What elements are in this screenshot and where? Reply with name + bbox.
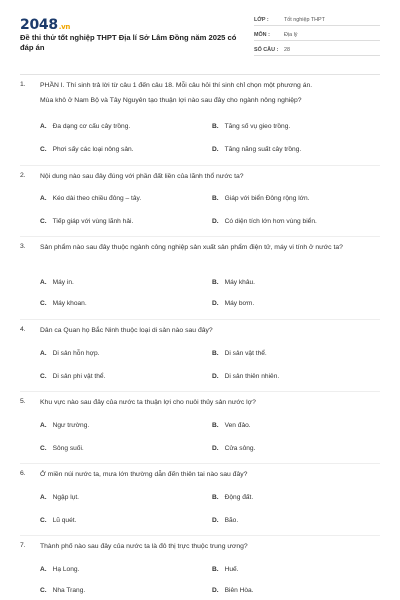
- option-letter: A.: [40, 350, 47, 357]
- meta-subject-value: Địa lý: [284, 32, 298, 38]
- question-divider: [20, 391, 380, 392]
- question-number: 6.: [20, 470, 26, 477]
- question-divider: [20, 236, 380, 237]
- question-number: 3.: [20, 243, 26, 250]
- option-text: Máy bơm.: [224, 300, 255, 307]
- option-text: Di sản hỗn hợp.: [52, 350, 100, 357]
- option-text: Phơi sấy các loại nông sản.: [52, 146, 134, 153]
- option-text: Động đất.: [224, 494, 254, 501]
- option-c[interactable]: [40, 146, 134, 153]
- option-a[interactable]: [40, 350, 99, 357]
- meta-class-value: Tốt nghiệp THPT: [284, 17, 325, 23]
- question-subtext: Mùa khô ở Nam Bộ và Tây Nguyên tạo thuận lợi nào sau đây cho ngành nông nghiệp?: [40, 97, 302, 104]
- option-letter: A.: [40, 566, 47, 573]
- question-number: 7.: [20, 542, 26, 549]
- option-a[interactable]: [40, 123, 130, 130]
- option-d[interactable]: [212, 218, 317, 225]
- option-letter: B.: [212, 195, 219, 202]
- option-text: Huế.: [224, 566, 239, 573]
- option-c[interactable]: [40, 218, 133, 225]
- option-text: Tăng số vụ gieo trồng.: [224, 123, 291, 130]
- question-divider: [20, 165, 380, 166]
- option-letter: C.: [40, 373, 47, 380]
- option-letter: B.: [212, 123, 219, 130]
- option-letter: A.: [40, 123, 47, 130]
- option-c[interactable]: [40, 587, 85, 594]
- question-text: PHẦN I. Thí sinh trả lời từ câu 1 đến câu 18. Mỗi câu hỏi thí sinh chỉ chọn một phương án.: [40, 82, 313, 89]
- option-text: Bão.: [224, 517, 239, 524]
- option-text: Ngư trường.: [52, 422, 90, 429]
- option-d[interactable]: [212, 517, 238, 524]
- option-d[interactable]: [212, 300, 254, 307]
- option-text: Hạ Long.: [52, 566, 80, 573]
- option-text: Tăng năng suất cây trồng.: [224, 146, 302, 153]
- option-d[interactable]: [212, 445, 255, 452]
- option-text: Máy khâu.: [224, 279, 256, 286]
- meta-count-value: 28: [284, 47, 290, 53]
- option-letter: A.: [40, 195, 47, 202]
- meta-subject-row: [254, 30, 380, 41]
- header-divider: [20, 74, 380, 75]
- meta-class-row: [254, 15, 380, 26]
- option-letter: A.: [40, 279, 47, 286]
- site-logo[interactable]: [20, 17, 70, 33]
- option-text: Biên Hòa.: [224, 587, 254, 594]
- option-b[interactable]: [212, 195, 309, 202]
- option-text: Ngập lụt.: [52, 494, 79, 501]
- option-text: Kéo dài theo chiều đông – tây.: [52, 195, 142, 202]
- option-text: Di sản thiên nhiên.: [224, 373, 280, 380]
- option-letter: D.: [212, 517, 219, 524]
- meta-count-row: [254, 45, 380, 56]
- option-text: Đa dạng cơ cấu cây trồng.: [52, 123, 131, 130]
- option-text: Cửa sông.: [224, 445, 256, 452]
- meta-class-key: LỚP :: [254, 17, 269, 23]
- question-divider: [20, 319, 380, 320]
- option-letter: B.: [212, 566, 219, 573]
- option-text: Sông suối.: [52, 445, 84, 452]
- option-letter: C.: [40, 517, 47, 524]
- option-b[interactable]: [212, 123, 290, 130]
- option-a[interactable]: [40, 279, 74, 286]
- question-divider: [20, 463, 380, 464]
- option-letter: C.: [40, 300, 47, 307]
- meta-count-key: SỐ CÂU :: [254, 47, 279, 53]
- option-b[interactable]: [212, 422, 251, 429]
- option-c[interactable]: [40, 517, 76, 524]
- option-letter: C.: [40, 146, 47, 153]
- option-c[interactable]: [40, 300, 87, 307]
- option-b[interactable]: [212, 494, 253, 501]
- meta-subject-key: MÔN :: [254, 32, 270, 38]
- option-text: Lũ quét.: [52, 517, 77, 524]
- option-text: Tiếp giáp với vùng lãnh hải.: [52, 218, 134, 225]
- option-text: Nha Trang.: [52, 587, 86, 594]
- option-text: Di sản phi vật thể.: [52, 373, 106, 380]
- document-title: Đề thi thử tốt nghiệp THPT Địa lí Sở Lâm Đồng năm 2025 có đáp án: [20, 33, 237, 52]
- question-number: 1.: [20, 81, 26, 88]
- option-letter: B.: [212, 494, 219, 501]
- option-d[interactable]: [212, 146, 301, 153]
- option-text: Ven đảo.: [224, 422, 251, 429]
- option-letter: B.: [212, 422, 219, 429]
- option-text: Giáp với biển Đông rộng lớn.: [224, 195, 310, 202]
- logo-suffix: .vn: [58, 23, 71, 31]
- option-a[interactable]: [40, 566, 79, 573]
- option-a[interactable]: [40, 422, 89, 429]
- option-text: Máy khoan.: [52, 300, 87, 307]
- option-d[interactable]: [212, 587, 254, 594]
- option-letter: B.: [212, 279, 219, 286]
- document-header: [0, 0, 400, 70]
- option-letter: D.: [212, 373, 219, 380]
- question-number: 4.: [20, 326, 26, 333]
- question-text: Ở miền núi nước ta, mưa lớn thường dẫn đến thiên tai nào sau đây?: [40, 471, 248, 478]
- option-b[interactable]: [212, 279, 255, 286]
- option-letter: A.: [40, 422, 47, 429]
- option-b[interactable]: [212, 350, 267, 357]
- option-letter: C.: [40, 445, 47, 452]
- question-number: 5.: [20, 398, 26, 405]
- option-letter: D.: [212, 445, 219, 452]
- option-letter: C.: [40, 587, 47, 594]
- question-divider: [20, 535, 380, 536]
- question-text: Dân ca Quan họ Bắc Ninh thuộc loại di sản nào sau đây?: [40, 327, 213, 334]
- question-text: Khu vực nào sau đây của nước ta thuận lợi cho nuôi thủy sản nước lợ?: [40, 399, 256, 406]
- option-a[interactable]: [40, 494, 79, 501]
- option-letter: D.: [212, 587, 219, 594]
- question-text: Nội dung nào sau đây đúng với phần đất liền của lãnh thổ nước ta?: [40, 173, 244, 180]
- option-d[interactable]: [212, 373, 279, 380]
- option-letter: A.: [40, 494, 47, 501]
- option-a[interactable]: [40, 195, 141, 202]
- question-number: 2.: [20, 172, 26, 179]
- option-letter: D.: [212, 300, 219, 307]
- option-c[interactable]: [40, 445, 84, 452]
- question-text: Sản phẩm nào sau đây thuộc ngành công nghiệp sản xuất sản phẩm điện tử, máy vi tính ở nước ta?: [40, 244, 343, 251]
- logo-text: 2048: [20, 17, 58, 33]
- option-c[interactable]: [40, 373, 105, 380]
- option-letter: B.: [212, 350, 219, 357]
- question-text: Thành phố nào sau đây của nước ta là đô thị trực thuộc trung ương?: [40, 543, 248, 550]
- option-letter: D.: [212, 146, 219, 153]
- option-text: Máy in.: [52, 279, 74, 286]
- option-letter: C.: [40, 218, 47, 225]
- option-text: Có diện tích lớn hơn vùng biển.: [224, 218, 317, 225]
- option-text: Di sản vật thể.: [224, 350, 267, 357]
- option-letter: D.: [212, 218, 219, 225]
- option-b[interactable]: [212, 566, 239, 573]
